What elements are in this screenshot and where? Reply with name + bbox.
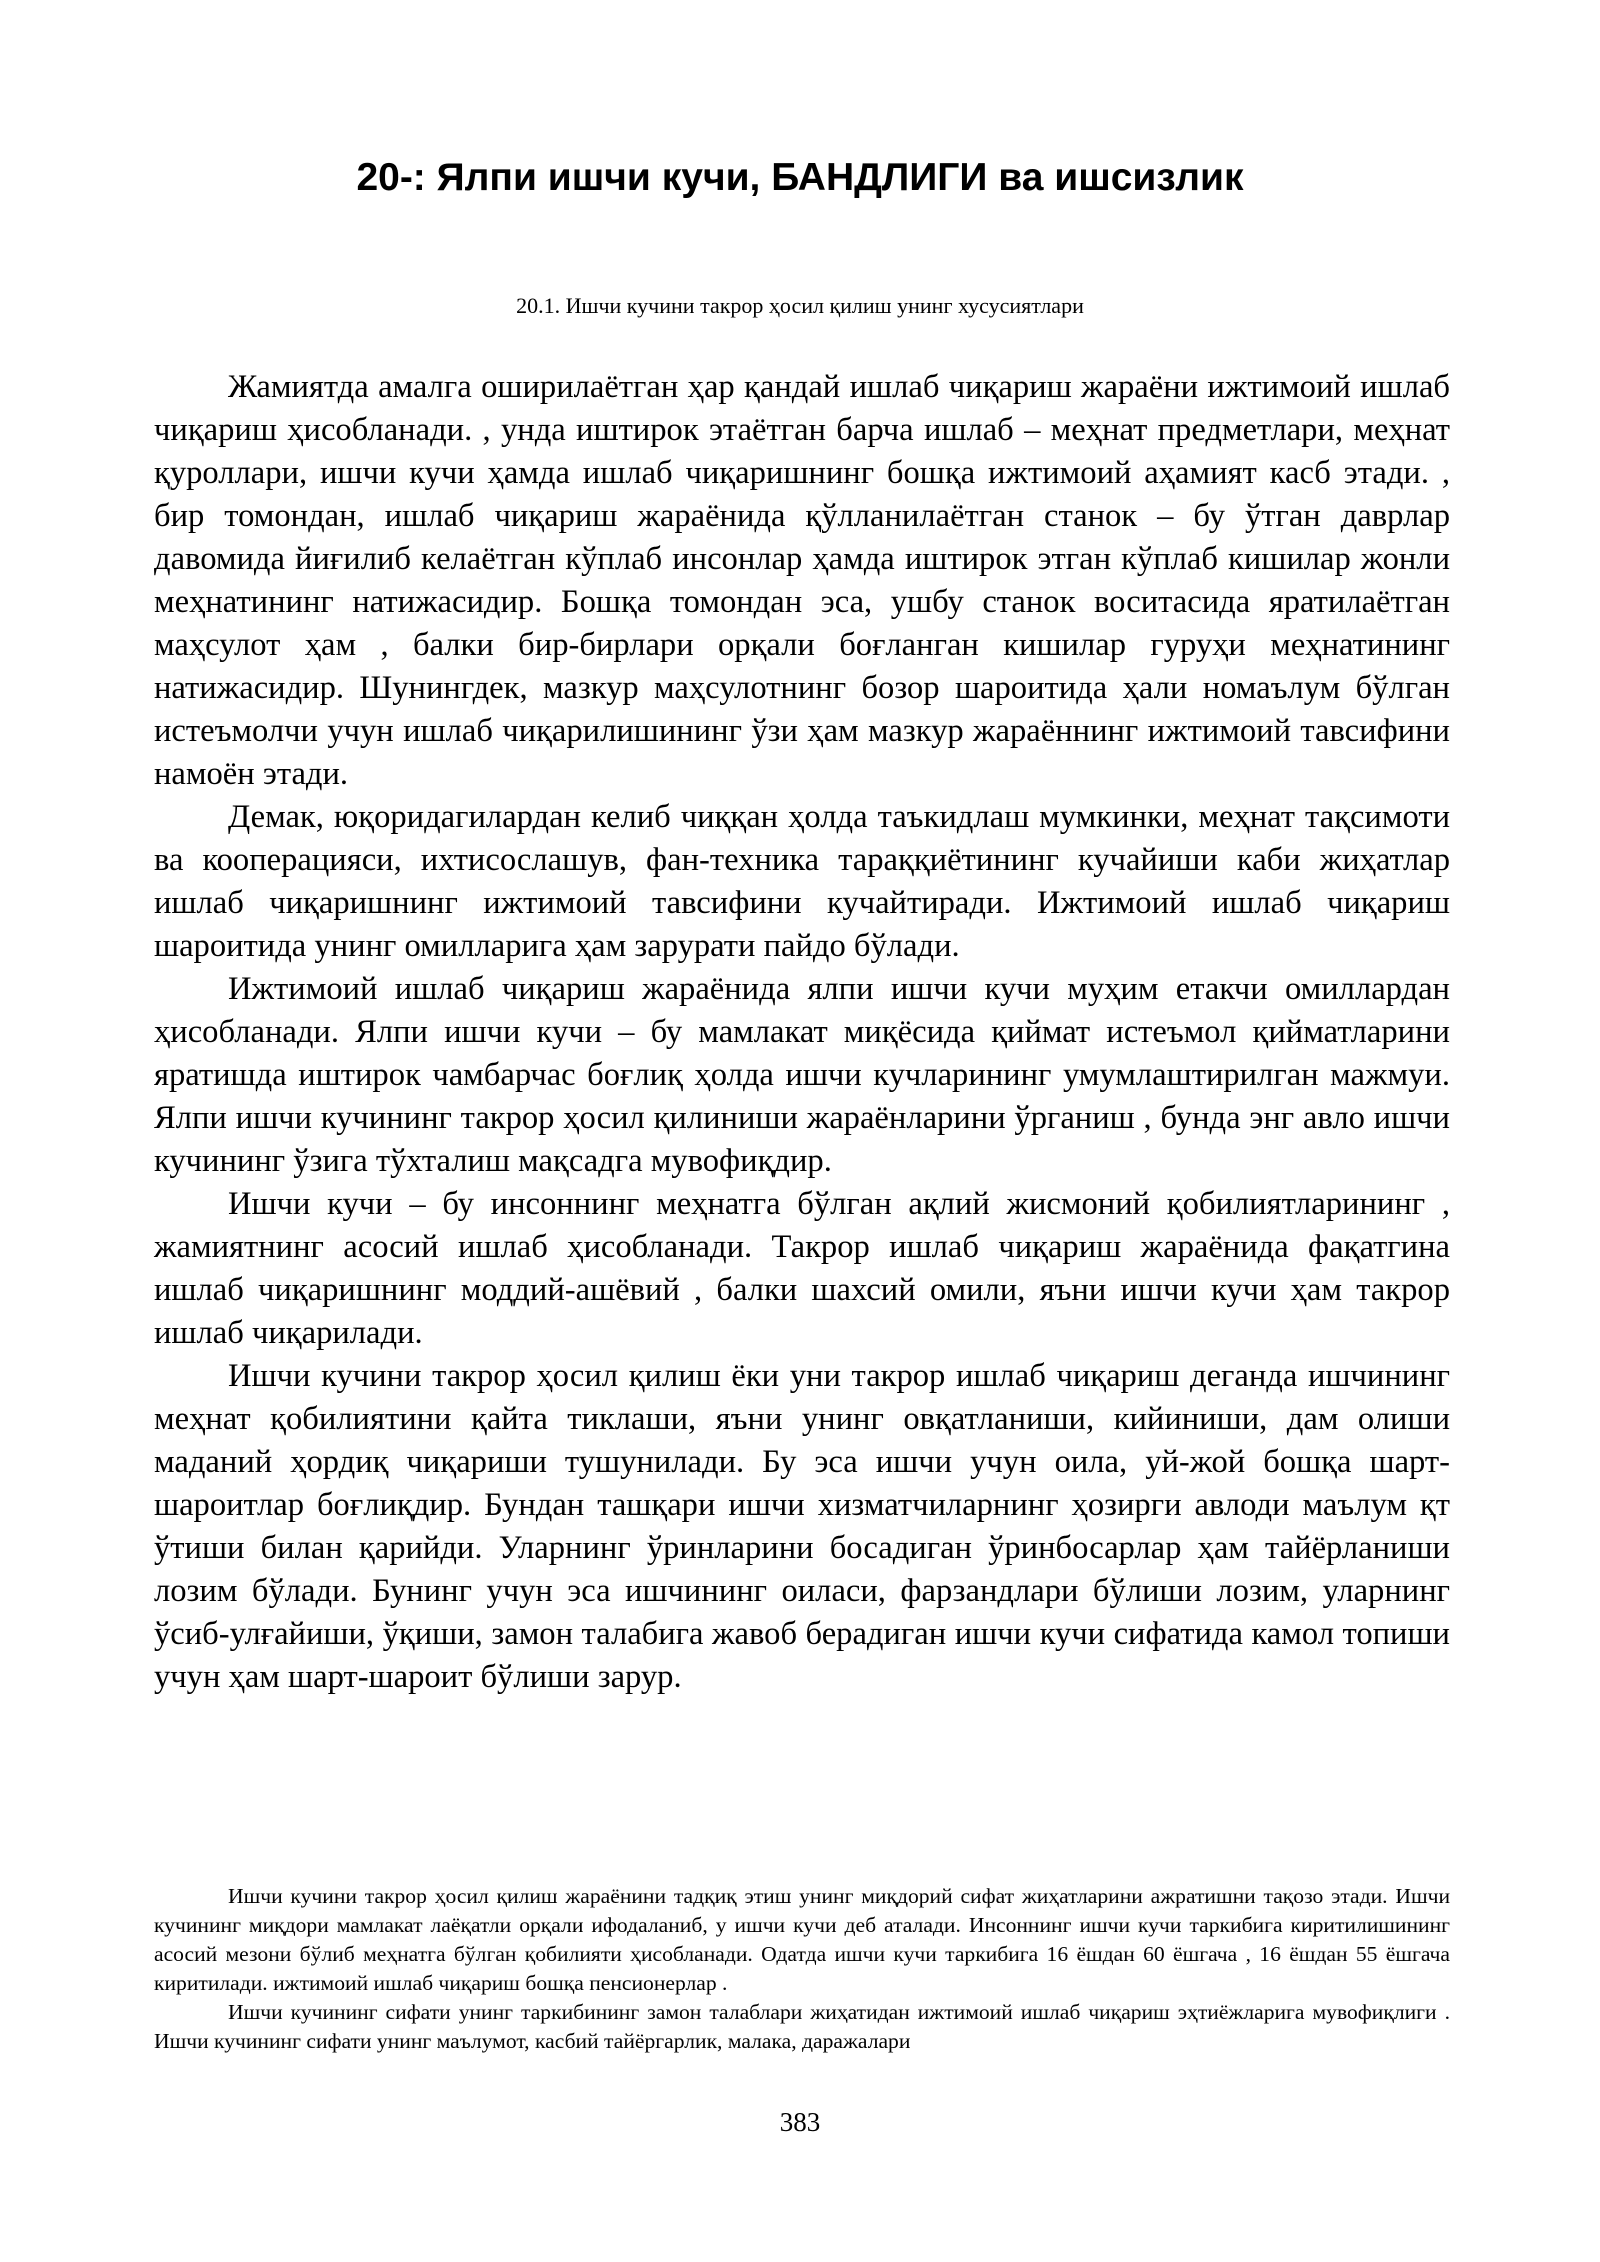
paragraph: Ишчи кучи – бу инсоннинг меҳнатга бўлган ақлий жисмоний қобилиятларининг , жамиятнинг асосий ишлаб ҳисобланади. Такрор ишлаб чиқариш жараёнида фақатгина ишлаб чиқаришнинг моддий-ашёвий , балки шахсий омили, яъни ишчи кучи ҳам такрор ишлаб чиқарилади.: [154, 1186, 1450, 1351]
paragraph: Демак, юқоридагилардан келиб чиққан ҳолда таъкидлаш мумкинки, меҳнат тақсимоти ва кооперацияси, ихтисослашув, фан-техника тараққиётининг кучайиши каби жиҳатлар ишлаб чиқаришнинг ижтимоий тавсифини кучайтиради. Ижтимоий ишлаб чиқариш шароитида унинг омилларига ҳам зарурати пайдо бўлади.: [154, 799, 1450, 964]
section-heading: 20.1. Ишчи кучини такрор ҳосил қилиш унинг хусусиятлари: [516, 293, 1084, 318]
paragraph: Ижтимоий ишлаб чиқариш жараёнида ялпи ишчи кучи муҳим етакчи омиллардан ҳисобланади. Ялпи ишчи кучи – бу мамлакат миқёсида қиймат истеъмол қийматларини яратишда иштирок чамбарчас боғлиқ ҳолда ишчи кучларининг умумлаштирилган мажмуи. Ялпи ишчи кучининг такрор ҳосил қилиниши жараёнларини ўрганиш , бунда энг авло ишчи кучининг ўзига тўхталиш мақсадга мувофиқдир.: [154, 971, 1450, 1179]
paragraph: Ишчи кучини такрор ҳосил қилиш ёки уни такрор ишлаб чиқариш деганда ишчининг меҳнат қобилиятини қайта тиклаши, яъни унинг овқатланиши, кийиниши, дам олиши маданий ҳордиқ чиқариши тушунилади. Бу эса ишчи учун оила, уй-жой бошқа шарт-шароитлар боғлиқдир. Бундан ташқари ишчи хизматчиларнинг ҳозирги авлоди маълум қт ўтиши билан қарийди. Уларнинг ўринларини босадиган ўринбосарлар ҳам тайёрланиши лозим бўлади. Бунинг учун эса ишчининг оиласи, фарзандлари бўлиши лозим, уларнинг ўсиб-улғайиши, ўқиши, замон талабига жавоб берадиган ишчи кучи сифатида камол топиши учун ҳам шарт-шароит бўлиши зарур.: [154, 1358, 1450, 1695]
small-print-text: [154, 1882, 1450, 2056]
small-paragraph: Ишчи кучини такрор ҳосил қилиш жараёнини тадқиқ этиш унинг миқдорий сифат жиҳатларини ажратишни тақозо этади. Ишчи кучининг миқдори мамлакат лаёқатли орқали ифодаланиб, у ишчи кучи деб аталади. Инсоннинг ишчи кучи таркибига киритилишининг асосий мезони бўлиб меҳнатга бўлган қобилияти ҳисобланади. Одатда ишчи кучи таркибига 16 ёшдан 60 ёшгача , 16 ёшдан 55 ёшгача киритилади. ижтимоий ишлаб чиқариш бошқа пенсионерлар .: [154, 1884, 1450, 1995]
paragraph: Жамиятда амалга оширилаётган ҳар қандай ишлаб чиқариш жараёни ижтимоий ишлаб чиқариш ҳисобланади. , унда иштирок этаётган барча ишлаб – меҳнат предметлари, меҳнат қуроллари, ишчи кучи ҳамда ишлаб чиқаришнинг бошқа ижтимоий аҳамият касб этади. , бир томондан, ишлаб чиқариш жараёнида қўлланилаётган станок – бу ўтган даврлар давомида йиғилиб келаётган кўплаб инсонлар ҳамда иштирок этган кўплаб кишилар жонли меҳнатининг натижасидир. Бошқа томондан эса, ушбу станок воситасида яратилаётган маҳсулот ҳам , балки бир-бирлари орқали боғланган кишилар гуруҳи меҳнатининг натижасидир. Шунингдек, мазкур маҳсулотнинг бозор шароитида ҳали номаълум бўлган истеъмолчи учун ишлаб чиқарилишининг ўзи ҳам мазкур жараённинг ижтимоий тавсифини намоён этади.: [154, 369, 1450, 792]
chapter-title: 20-: Ялпи ишчи кучи, БАНДЛИГИ ва ишсизлик: [356, 156, 1244, 199]
page-number: 383: [779, 2107, 821, 2137]
body-text: [154, 366, 1450, 1699]
small-paragraph: Ишчи кучининг сифати унинг таркибининг замон талаблари жиҳатидан ижтимоий ишлаб чиқариш эҳтиёжларига мувофиқлиги . Ишчи кучининг сифати унинг маълумот, касбий тайёргарлик, малака, даражалари: [154, 2000, 1450, 2053]
